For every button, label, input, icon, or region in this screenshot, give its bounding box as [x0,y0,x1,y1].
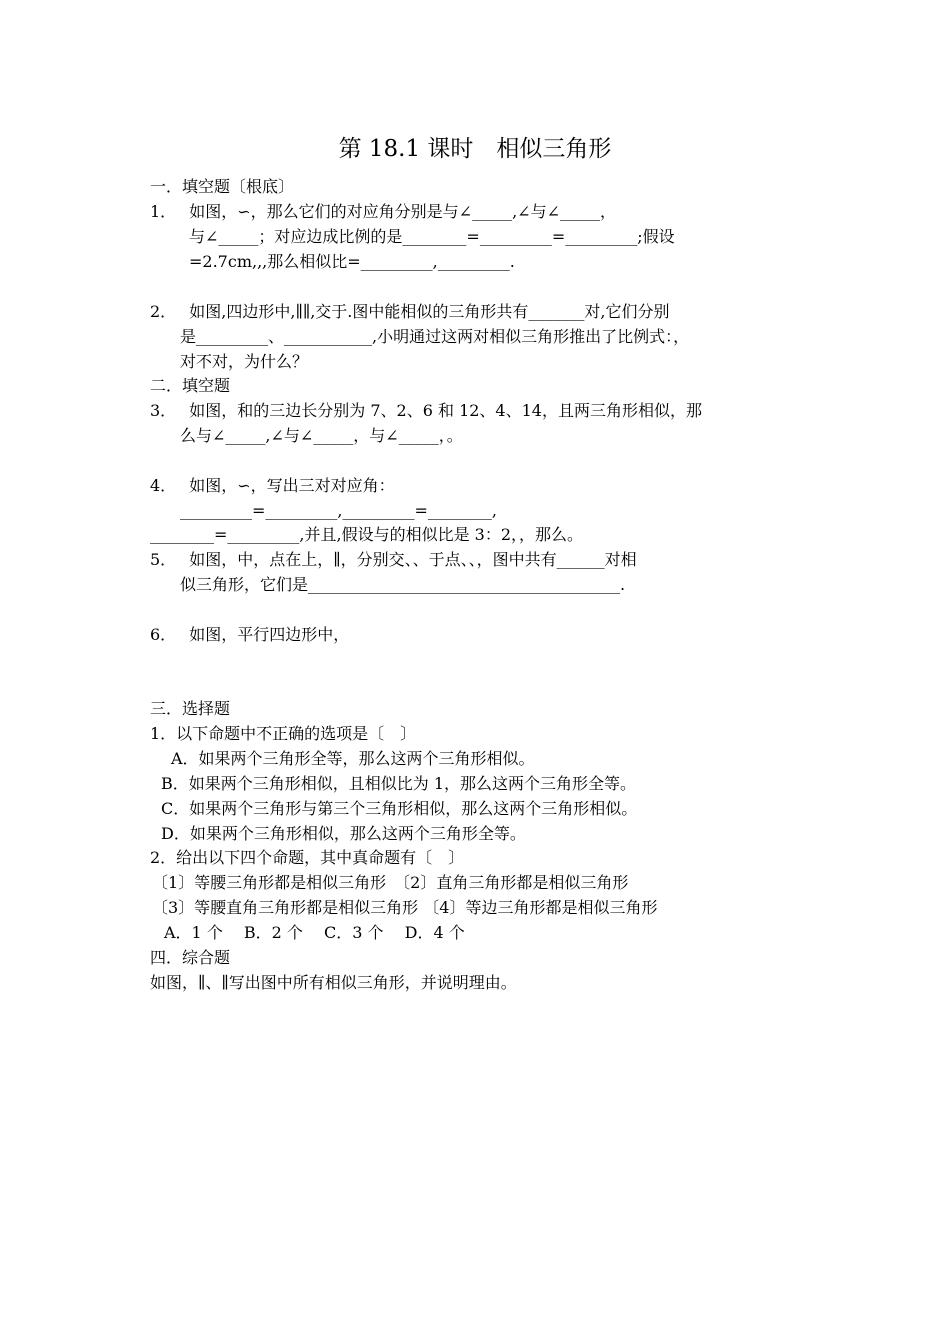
choice-question-1-option-a: A．如果两个三角形全等，那么这两个三角形相似。 [171,749,535,768]
choice-question-2: 2．给出以下四个命题，其中真命题有〔 〕 [150,848,465,867]
question-3-line-1: 3． 如图，和的三边长分别为 7、2、6 和 12、4、14，且两三角形相似，那 [150,401,702,420]
section-heading-multiple-choice: 三．选择题 [150,699,231,718]
choice-question-2-options: A．1 个 B．2 个 C．3 个 D．4 个 [164,923,465,942]
question-1-line-1: 1． 如图，∽，那么它们的对应角分别是与∠_____,∠与∠_____， [150,202,616,221]
section-heading-fill-in: 二．填空题 [150,376,231,395]
question-3-line-2: 么与∠_____,∠与∠_____，与∠_____，。 [180,426,463,445]
comprehensive-question: 如图，∥、∥写出图中所有相似三角形，并说明理由。 [150,973,517,992]
choice-question-2-statements-1-2: 〔1〕等腰三角形都是相似三角形 〔2〕直角三角形都是相似三角形 [152,873,629,892]
question-2-line-2: 是_________、___________,小明通过这两对相似三角形推出了比例式：， [180,327,690,346]
choice-question-1: 1．以下命题中不正确的选项是〔 〕 [150,724,417,743]
choice-question-1-option-b: B．如果两个三角形相似，且相似比为 1，那么这两个三角形全等。 [161,774,637,793]
choice-question-1-option-d: D．如果两个三角形相似，那么这两个三角形全等。 [161,824,526,843]
section-heading-fill-in-basic: 一．填空题〔根底〕 [150,177,295,196]
question-4-line-3: ________=_________,并且,假设与的相似比是 3：2，，那么。 [150,525,584,544]
choice-question-1-option-c: C．如果两个三角形与第三个三角形相似，那么这两个三角形相似。 [161,799,638,818]
question-2-line-3: 对不对，为什么？ [180,352,309,371]
question-2-line-1: 2． 如图,四边形中,∥∥,交于.图中能相似的三角形共有_______对,它们分别 [150,302,670,321]
page-title: 第 18.1 课时 相似三角形 [338,136,612,162]
question-5-line-1: 5． 如图，中，点在上，∥，分别交、、于点、、，图中共有______对相 [150,550,637,569]
question-4-line-1: 4． 如图，∽，写出三对对应角： [150,476,395,495]
question-1-line-2: 与∠_____；对应边成比例的是________=_________=_________;假设 [189,227,675,246]
section-heading-comprehensive: 四．综合题 [150,948,231,967]
question-5-line-2: 似三角形，它们是_______________________________________. [180,575,626,594]
question-6-line-1: 6． 如图，平行四边形中， [150,625,350,644]
question-1-line-3: =2.7cm,,,那么相似比=_________,_________. [189,252,515,271]
question-4-line-2: _________=_________,_________=________, [180,501,497,520]
choice-question-2-statements-3-4: 〔3〕等腰直角三角形都是相似三角形 〔4〕等边三角形都是相似三角形 [152,898,658,917]
